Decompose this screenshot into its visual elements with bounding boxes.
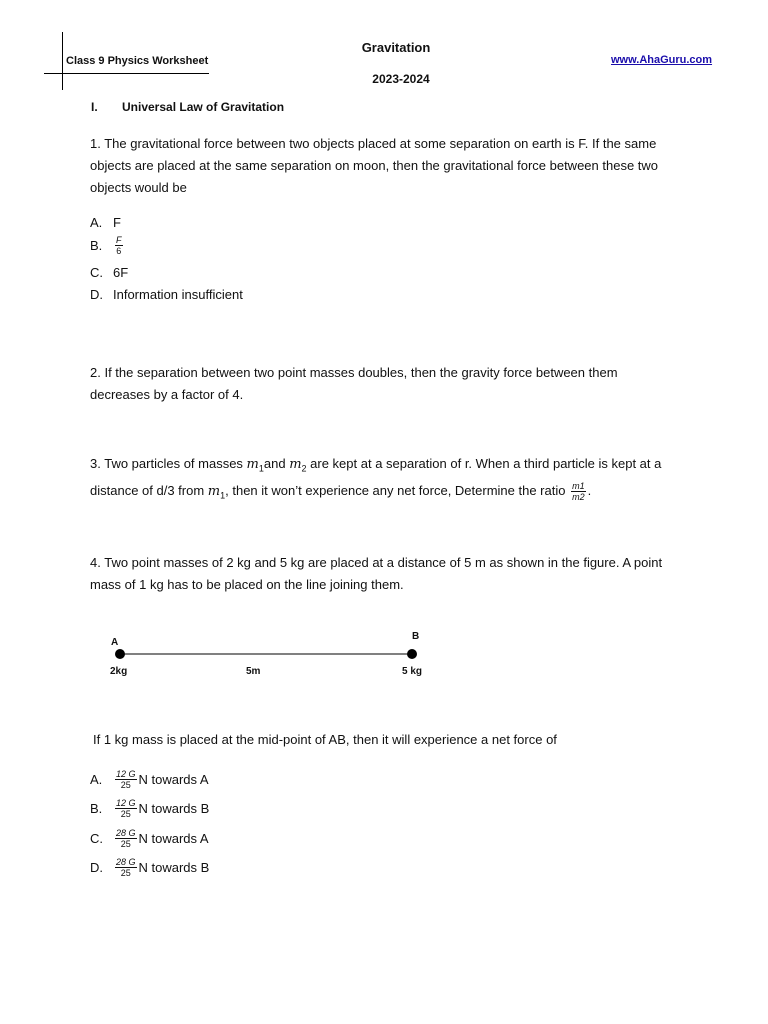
q1-option-d (90, 284, 243, 304)
distance-label: 5m (246, 666, 261, 677)
q3-text-part: 3. Two particles of masses (90, 456, 247, 471)
option-label: B. (90, 800, 103, 816)
mass-b-label: 5 kg (402, 666, 423, 677)
point-mass-b (407, 649, 417, 659)
option-label: D. (90, 286, 103, 302)
fraction-numerator: 12 G (116, 768, 136, 779)
ratio-numerator: m1 (572, 480, 585, 491)
option-text: N towards A (138, 830, 209, 846)
section-title: Universal Law of Gravitation (122, 100, 285, 114)
q1-option-b (90, 235, 125, 255)
mass-subscript: 1 (258, 463, 264, 474)
fraction (115, 235, 123, 256)
option-label: A. (90, 771, 103, 787)
academic-year: 2023-2024 (372, 72, 430, 86)
option-text: Information insufficient (113, 286, 243, 302)
question-1-text: 1. The gravitational force between two objects placed at some separation on earth is F. If the same objects are placed at the same separation on moon, then the gravitational force between these two objects would be (90, 136, 659, 195)
q3-text-part: . (587, 482, 592, 498)
option-label: A. (90, 214, 103, 230)
q3-text-part: , then it won’t experience any net force, Determine the ratio (225, 482, 570, 498)
fraction (115, 857, 137, 878)
mass-a-label: 2kg (110, 666, 128, 677)
mass-subscript: 2 (301, 463, 307, 474)
q4-option-a (90, 766, 209, 792)
option-label: C. (90, 264, 103, 280)
option-label: C. (90, 830, 103, 846)
question-3-text (90, 453, 690, 506)
q1-option-a (90, 212, 121, 232)
mass-symbol: m (289, 457, 302, 472)
fraction-numerator: 28 G (116, 856, 136, 867)
q1-option-c (90, 262, 128, 282)
point-b-label: B (412, 631, 420, 642)
fraction-numerator: F (116, 234, 122, 245)
masses-diagram (100, 628, 440, 683)
question-2-text: 2. If the separation between two point masses doubles, then the gravity force between them decreases by a factor of 4. (90, 365, 618, 402)
point-a-label: A (111, 637, 119, 648)
question-4-prompt: If 1 kg mass is placed at the mid-point of AB, then it will experience a net force of (93, 732, 557, 747)
option-text: F (113, 214, 121, 230)
mass-symbol: m (246, 457, 259, 472)
q4-option-b (90, 795, 209, 821)
fraction-denominator: 25 (120, 838, 131, 849)
worksheet-label: Class 9 Physics Worksheet (66, 55, 209, 67)
option-text: N towards B (138, 800, 210, 816)
option-text: 6F (113, 264, 129, 280)
mass-symbol: m (207, 483, 221, 499)
fraction-denominator: 25 (120, 808, 131, 819)
question-4-text: 4. Two point masses of 2 kg and 5 kg are placed at a distance of 5 m as shown in the figure. A point mass of 1 kg has to be placed on the line joining them. (90, 555, 663, 592)
fraction (115, 769, 137, 790)
q3-text-part: and (263, 456, 290, 471)
ratio-fraction (571, 481, 586, 502)
fraction-numerator: 12 G (116, 797, 136, 808)
option-text: N towards A (138, 771, 209, 787)
fraction-numerator: 28 G (116, 827, 136, 838)
point-mass-a (115, 649, 125, 659)
website-link[interactable]: www.AhaGuru.com (611, 54, 713, 66)
fraction (115, 798, 137, 819)
fraction-denominator: 25 (120, 867, 131, 878)
fraction (115, 828, 137, 849)
ratio-denominator: m2 (572, 491, 585, 502)
page-title: Gravitation (361, 40, 431, 55)
fraction-denominator: 25 (120, 779, 131, 790)
mass-subscript: 1 (220, 490, 226, 501)
q4-option-d (90, 854, 209, 880)
option-label: D. (90, 859, 103, 875)
q4-option-c (90, 825, 209, 851)
section-number: I. (91, 100, 98, 114)
option-text: N towards B (138, 859, 210, 875)
fraction-denominator: 6 (116, 245, 122, 256)
option-label: B. (90, 237, 103, 253)
q3-text-part: are kept at a separation of r. When a third particle is kept at a distance of d/3 from (90, 456, 662, 498)
